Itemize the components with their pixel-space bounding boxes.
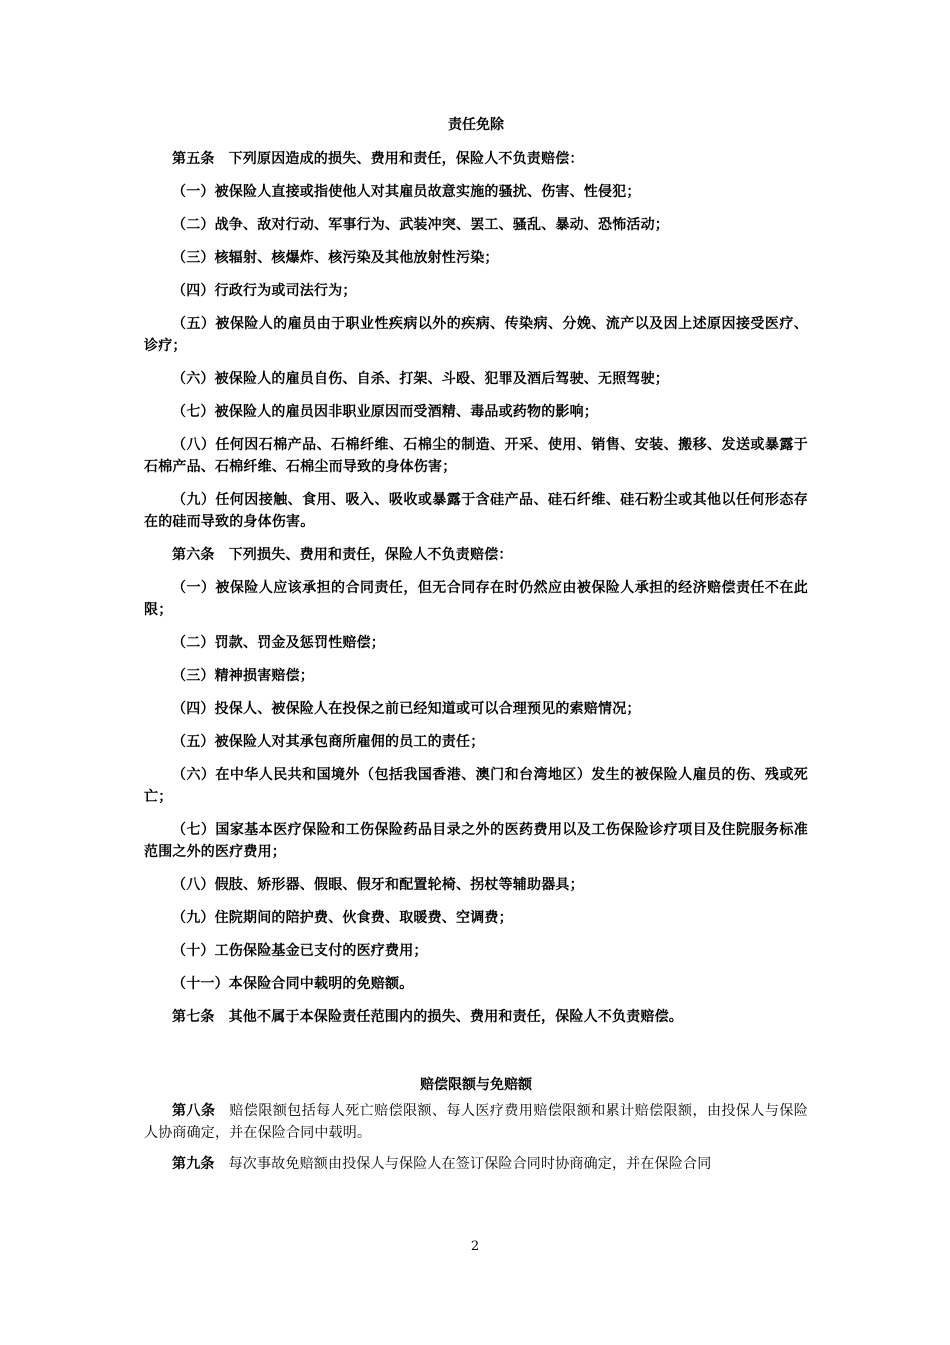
- article-5-item-5: （五）被保险人的雇员由于职业性疾病以外的疾病、传染病、分娩、流产以及因上述原因接受医疗、诊疗；: [144, 316, 808, 354]
- article-6-item-1: （一）被保险人应该承担的合同责任，但无合同存在时仍然应由被保险人承担的经济赔偿责任不在此限；: [144, 580, 808, 618]
- article-9-text: 每次事故免赔额由投保人与保险人在签订保险合同时协商确定，并在保险合同: [228, 1156, 712, 1172]
- article-6-item-2: （二）罚款、罚金及惩罚性赔偿；: [172, 635, 385, 651]
- article-7-text: 其他不属于本保险责任范围内的损失、费用和责任，保险人不负责赔偿。: [228, 1009, 684, 1025]
- article-5-item-3: （三）核辐射、核爆炸、核污染及其他放射性污染；: [172, 250, 499, 266]
- article-6-label: 第六条: [172, 547, 215, 563]
- section-heading-limits: 赔偿限额与免赔额: [420, 1077, 532, 1093]
- section-heading-exclusions: 责任免除: [448, 117, 504, 133]
- article-6-item-5: （五）被保险人对其承包商所雇佣的员工的责任；: [172, 734, 485, 750]
- article-6-item-7: （七）国家基本医疗保险和工伤保险药品目录之外的医药费用以及工伤保险诊疗项目及住院服务标准范围之外的医疗费用；: [144, 822, 808, 860]
- article-8: [144, 1100, 808, 1144]
- article-6-item-11: （十一）本保险合同中载明的免赔额。: [172, 976, 414, 992]
- article-6-item-3: （三）精神损害赔偿；: [172, 668, 314, 684]
- article-6-item-10: （十）工伤保险基金已支付的医疗费用；: [172, 943, 428, 959]
- article-5: [144, 148, 808, 170]
- article-5-item-6: （六）被保险人的雇员自伤、自杀、打架、斗殴、犯罪及酒后驾驶、无照驾驶；: [172, 371, 669, 387]
- article-5-item-9: （九）任何因接触、食用、吸入、吸收或暴露于含硅产品、硅石纤维、硅石粉尘或其他以任何形态存在的硅而导致的身体伤害。: [144, 492, 808, 530]
- article-8-label: 第八条: [172, 1103, 216, 1119]
- article-6-item-6: （六）在中华人民共和国境外（包括我国香港、澳门和台湾地区）发生的被保险人雇员的伤、残或死亡；: [144, 767, 808, 805]
- article-5-item-7: （七）被保险人的雇员因非职业原因而受酒精、毒品或药物的影响；: [172, 404, 598, 420]
- article-5-text: 下列原因造成的损失、费用和责任，保险人不负责赔偿：: [228, 151, 584, 167]
- article-7: [144, 1006, 808, 1028]
- article-9-label: 第九条: [172, 1156, 215, 1172]
- article-5-item-8: （八）任何因石棉产品、石棉纤维、石棉尘的制造、开采、使用、销售、安装、搬移、发送或暴露于石棉产品、石棉纤维、石棉尘而导致的身体伤害；: [144, 437, 808, 475]
- page-content: [144, 114, 808, 1184]
- article-6-item-8: （八）假肢、矫形器、假眼、假牙和配置轮椅、拐杖等辅助器具；: [172, 877, 584, 893]
- page-number: 2: [470, 1239, 480, 1254]
- article-6-text: 下列损失、费用和责任，保险人不负责赔偿：: [228, 547, 513, 563]
- article-8-text: 赔偿限额包括每人死亡赔偿限额、每人医疗费用赔偿限额和累计赔偿限额，由投保人与保险人协商确定，并在保险合同中载明。: [144, 1103, 808, 1141]
- article-6-item-9: （九）住院期间的陪护费、伙食费、取暖费、空调费；: [172, 910, 513, 926]
- article-5-item-1: （一）被保险人直接或指使他人对其雇员故意实施的骚扰、伤害、性侵犯；: [172, 184, 641, 200]
- article-7-label: 第七条: [172, 1009, 215, 1025]
- article-9: [144, 1153, 808, 1175]
- article-5-label: 第五条: [172, 151, 215, 167]
- article-6: [144, 544, 808, 566]
- article-6-item-4: （四）投保人、被保险人在投保之前已经知道或可以合理预见的索赔情况；: [172, 701, 641, 717]
- article-5-item-4: （四）行政行为或司法行为；: [172, 283, 357, 299]
- article-5-item-2: （二）战争、敌对行动、军事行为、武装冲突、罢工、骚乱、暴动、恐怖活动；: [172, 217, 669, 233]
